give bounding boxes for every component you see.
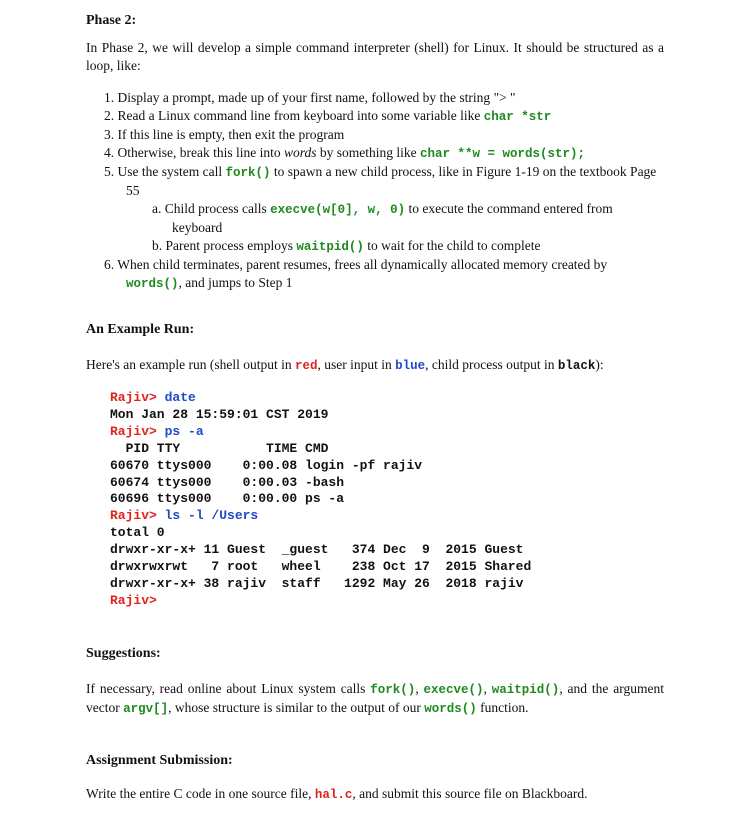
term-line: Mon Jan 28 15:59:01 CST 2019: [110, 406, 329, 422]
term-line: drwxrwxrwt 7 root wheel 238 Oct 17 2015 Shared: [110, 559, 532, 575]
term-line: Rajiv> date: [110, 390, 196, 405]
step-5a: a. Child process calls execve(w[0], w, 0) to execute the command entered from keyboard: [152, 201, 613, 235]
example-heading: An Example Run:: [86, 322, 195, 337]
term-line: Rajiv> ls -l /Users: [110, 508, 259, 524]
step-4: 4. Otherwise, break this line into words by something like char **w = words(str);: [104, 145, 586, 161]
term-line: total 0: [110, 525, 165, 541]
submission-text: Write the entire C code in one source file, hal.c, and submit this source file on Blackboard.: [86, 786, 588, 802]
phase-intro: In Phase 2, we will develop a simple command interpreter (shell) for Linux. It should be structured as a loop, like:: [86, 40, 664, 73]
step-5: 5. Use the system call fork() to spawn a new child process, like in Figure 1-19 on the textbook Page 55: [104, 164, 657, 198]
term-line: Rajiv>: [110, 592, 157, 608]
term-line: 60696 ttys000 0:00.00 ps -a: [110, 491, 345, 507]
step-5b: b. Parent process employs waitpid() to wait for the child to complete: [152, 238, 541, 254]
step-3: 3. If this line is empty, then exit the program: [104, 127, 345, 142]
phase-heading: Phase 2:: [86, 13, 137, 28]
steps-list: [104, 89, 664, 293]
term-line: PID TTY TIME CMD: [110, 440, 329, 456]
terminal-output: [110, 390, 531, 610]
term-line: 60670 ttys000 0:00.08 login -pf rajiv: [110, 457, 423, 473]
step-6: 6. When child terminates, parent resumes, frees all dynamically allocated memory created by words(), and jumps to Step 1: [104, 257, 608, 291]
term-line: drwxr-xr-x+ 11 Guest _guest 374 Dec 9 2015 Guest: [110, 542, 524, 558]
suggestions-heading: Suggestions:: [86, 646, 161, 661]
term-line: 60674 ttys000 0:00.03 -bash: [110, 474, 345, 490]
step-1: 1. Display a prompt, made up of your first name, followed by the string "> ": [104, 90, 516, 105]
step-2: 2. Read a Linux command line from keyboard into some variable like char *str: [104, 108, 552, 124]
suggestions-text: If necessary, read online about Linux system calls fork(), execve(), waitpid(), and the argument vector argv[], whose structure is similar to the output of our words() function.: [86, 681, 664, 716]
submission-heading: Assignment Submission:: [86, 753, 233, 768]
term-line: Rajiv> ps -a: [110, 423, 204, 439]
example-intro: Here's an example run (shell output in red, user input in blue, child process output in black):: [86, 357, 604, 373]
term-line: drwxr-xr-x+ 38 rajiv staff 1292 May 26 2018 rajiv: [110, 575, 524, 591]
